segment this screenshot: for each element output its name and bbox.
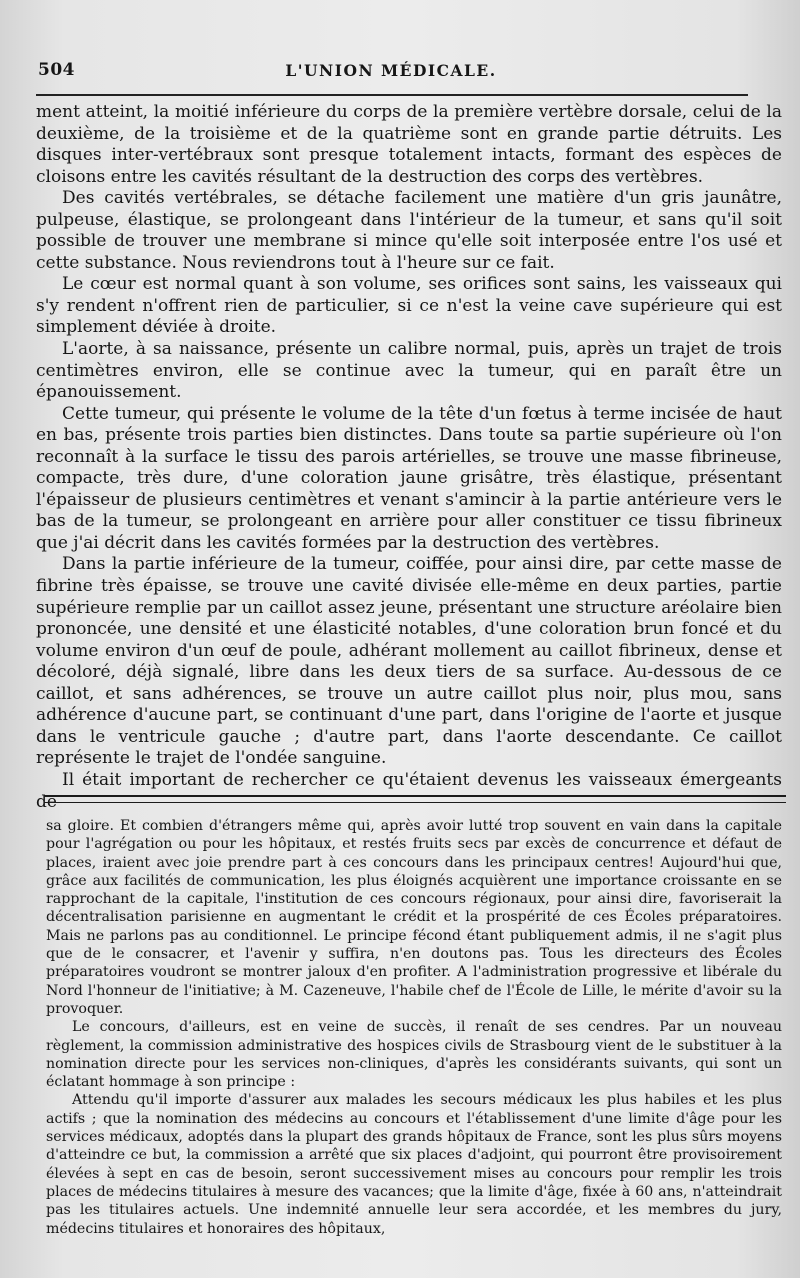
feuilleton-paragraph: sa gloire. Et combien d'étrangers même qui, après avoir lutté trop souvent en vain dans la capitale pour l'agrégation ou pour les hôpitaux, et restés fruits secs par excès de concurrence et défaut de places, iraient avec joie prendre part à ces concours dans les principaux centres! Aujourd'hui que, grâce aux facilités de communication, les plus éloignés acquièrent une importance croissante en se rapprochant de la capitale, l'institution de ces concours régionaux, pour ainsi dire, favoriserait la décentralisation parisienne en augmentant le crédit et la prospérité de ces Écoles préparatoires. Mais ne parlons pas au conditionnel. Le principe fécond étant publiquement admis, il ne s'agit plus que de le consacrer, et l'avenir y suffira, n'en doutons pas. Tous les directeurs des Écoles préparatoires voudront se montrer jaloux d'en profiter. A l'administration progressive et libérale du Nord l'honneur de l'initiative; à M. Cazeneuve, l'habile chef de l'École de Lille, le mérite d'avoir su la provoquer. [46,818,782,1017]
body-paragraph: Des cavités vertébrales, se détache facilement une matière d'un gris jaunâtre, pulpeuse, élastique, se prolongeant dans l'intérieur de la tumeur, et sans qu'il soit possible de trouver une membrane si mince qu'elle soit interposée entre l'os usé et cette substance. Nous reviendrons tout à l'heure sur ce fait. [36,188,782,273]
feuilleton-paragraph: Attendu qu'il importe d'assurer aux malades les secours médicaux les plus habiles et les plus actifs ; que la nomination des médecins au concours et l'établissement d'une limite d'âge pour les services médicaux, adoptés dans la plupart des grands hôpitaux de France, sont les plus sûrs moyens d'atteindre ce but, la commission a arrêté que six places d'adjoint, qui pourront être provisoirement élevées à sept en cas de besoin, seront successivement mises au concours pour remplir les trois places de médecins titulaires à mesure des vacances; que la limite d'âge, fixée à 60 ans, n'atteindrait pas les titulaires actuels. Une indemnité annuelle leur sera accordée, et les membres du jury, médecins titulaires et honoraires des hôpitaux, [46,1092,782,1237]
body-paragraph: Cette tumeur, qui présente le volume de la tête d'un fœtus à terme incisée de haut en bas, présente trois parties bien distinctes. Dans toute sa partie supérieure où l'on reconnaît à la surface le tissu des parois artérielles, se trouve une masse fibrineuse, compacte, très dure, d'une coloration jaune grisâtre, très élastique, présentant l'épaisseur de plusieurs centimètres et venant s'amincir à la partie antérieure vers le bas de la tumeur, se prolongeant en arrière pour aller constituer ce tissu fibrineux que j'ai décrit dans les cavités formées par la destruction des vertèbres. [36,403,782,553]
body-paragraph: Il était important de rechercher ce qu'étaient devenus les vaisseaux émergeants de [36,769,782,812]
page-number: 504 [38,60,75,80]
feuilleton-text [46,817,782,1267]
feuilleton-separator [44,795,786,803]
body-paragraph: Le cœur est normal quant à son volume, ses orifices sont sains, les vaisseaux qui s'y rendent n'offrent rien de particulier, si ce n'est la veine cave supérieure qui est simplement déviée à droite. [36,274,782,338]
running-title: L'UNION MÉDICALE. [285,61,497,80]
feuilleton-paragraph: Le concours, d'ailleurs, est en veine de succès, il renaît de ses cendres. Par un nouveau règlement, la commission administrative des hospices civils de Strasbourg vient de le substituer à la nomination directe pour les services non-cliniques, d'après les considérants suivants, qui sont un éclatant hommage à son principe : [46,1019,782,1091]
body-paragraph: Dans la partie inférieure de la tumeur, coiffée, pour ainsi dire, par cette masse de fibrine très épaisse, se trouve une cavité divisée elle-même en deux parties, partie supérieure remplie par un caillot assez jeune, présentant une structure aréolaire bien prononcée, une densité et une élasticité notables, d'une coloration brun foncé et du volume environ d'un œuf de poule, adhérant mollement au caillot fibrineux, dense et décoloré, déjà signalé, libre dans les deux tiers de sa surface. Au-dessous de ce caillot, et sans adhérences, se trouve un autre caillot plus noir, plus mou, sans adhérence d'aucune part, se continuant d'une part, dans l'origine de l'aorte et jusque dans le ventricule gauche ; d'autre part, dans l'aorte descendante. Ce caillot représente le trajet de l'ondée sanguine. [36,554,782,769]
body-paragraph: L'aorte, à sa naissance, présente un calibre normal, puis, après un trajet de trois centimètres environ, elle se continue avec la tumeur, qui en paraît être un épanouissement. [36,339,782,403]
body-paragraph: ment atteint, la moitié inférieure du corps de la première vertèbre dorsale, celui de la deuxième, de la troisième et de la quatrième sont en grande partie détruits. Les disques inter-vertébraux sont presque totalement intacts, formant des espèces de cloisons entre les cavités résultant de la destruction des corps des vertèbres. [36,102,782,187]
main-text [36,102,782,812]
page-header [34,56,748,86]
header-rule [36,94,748,96]
